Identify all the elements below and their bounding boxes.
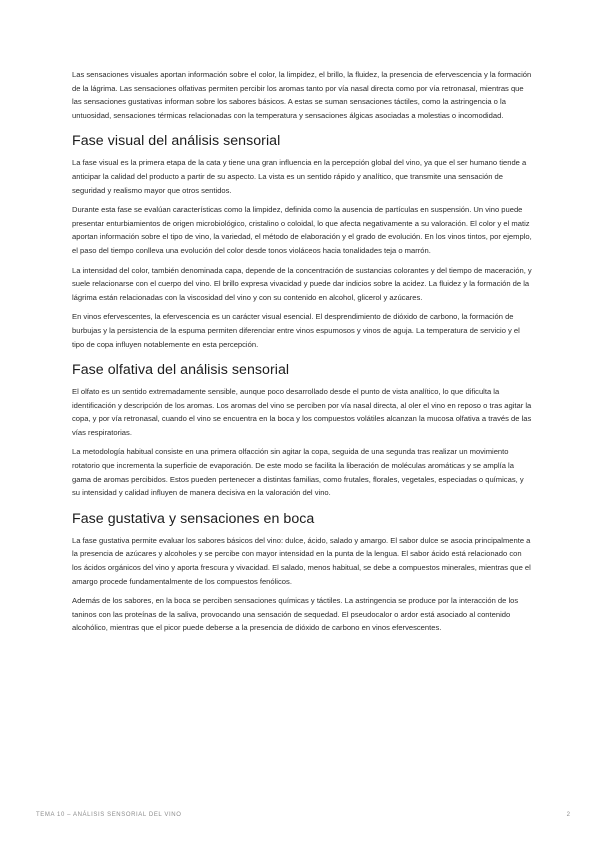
section-gustatory (72, 510, 532, 635)
paragraph: Además de los sabores, en la boca se perciben sensaciones químicas y táctiles. La astringencia se produce por la interacción de los taninos con las proteínas de la saliva, provocando una sensación de sequedad. El pseudocalor o ardor está asociado al contenido alcohólico, mientras que el picor puede deberse a la presencia de dióxido de carbono en vinos efervescentes. (72, 596, 519, 633)
page-number: 2 (566, 812, 570, 818)
section-heading: Fase olfativa del análisis sensorial (72, 362, 290, 379)
paragraph: La fase visual es la primera etapa de la cata y tiene una gran influencia en la percepción global del vino, ya que el ser humano tiende a anticipar la calidad del producto a partir de su aspecto. La vista es un sentido rápido y analítico, que transmite una sensación de seguridad y realismo mayor que otros sentidos. (72, 158, 527, 195)
footer-title: TEMA 10 – ANÁLISIS SENSORIAL DEL VINO (36, 812, 182, 818)
section-heading: Fase visual del análisis sensorial (72, 133, 281, 150)
paragraph: La intensidad del color, también denominada capa, depende de la concentración de sustancias colorantes y del tiempo de maceración, y suele relacionarse con el cuerpo del vino. El brillo expresa vivacidad y puede dar indicios sobre la acidez. La fluidez y la formación de la lágrima están relacionadas con la viscosidad del vino y con su contenido en alcohol, glicerol y azúcares. (72, 265, 532, 302)
paragraph: La metodología habitual consiste en una primera olfacción sin agitar la copa, seguida de una segunda tras realizar un movimiento rotatorio que incrementa la superficie de evaporación. De este modo se facilita la liberación de moléculas aromáticas y se amplía la gama de aromas percibidos. Estos pueden pertenecer a distintas familias, como frutales, florales, vegetales, especiadas o químicas, y su intensidad y calidad influyen de manera decisiva en la valoración del vino. (72, 447, 524, 498)
document-body (72, 68, 532, 641)
paragraph: Durante esta fase se evalúan características como la limpidez, definida como la ausencia de partículas en suspensión. Un vino puede presentar enturbiamientos de origen microbiológico, cristalino o coloidal, lo que afecta negativamente a su valoración. El color y el matiz aportan información sobre el tipo de vino, la variedad, el método de elaboración y el grado de evolución. En los vinos tintos, por ejemplo, el paso del tiempo conlleva una evolución del color desde tonos violáceos hacia tonalidades teja o marrón. (72, 205, 532, 255)
paragraph: El olfato es un sentido extremadamente sensible, aunque poco desarrollado desde el punto de vista analítico, lo que dificulta la identificación y descripción de los aromas. Los aromas del vino se perciben por vía nasal directa, al oler el vino en reposo o tras agitar la copa, y por vía retronasal, cuando el vino se encuentra en la boca y los compuestos volátiles alcanzan la mucosa olfativa a través de las vías respiratorias. (72, 387, 532, 437)
intro-paragraph: Las sensaciones visuales aportan información sobre el color, la limpidez, el brillo, la fluidez, la presencia de efervescencia y la formación de la lágrima. Las sensaciones olfativas permiten percibir los aromas tanto por vía nasal directa como por vía retronasal, mientras que las sensaciones gustativas informan sobre los sabores básicos. A estas se suman sensaciones táctiles, como la astringencia o la untuosidad, sensaciones térmicas relacionadas con la temperatura y sensaciones álgicas asociadas a molestias o incomodidad. (72, 70, 532, 120)
section-olfactory (72, 361, 532, 500)
paragraph: La fase gustativa permite evaluar los sabores básicos del vino: dulce, ácido, salado y amargo. El sabor dulce se asocia principalmente a la presencia de azúcares y alcoholes y se percibe con mayor intensidad en la punta de la lengua. El sabor ácido está relacionado con los ácidos orgánicos del vino y aporta frescura y vivacidad. El salado, menos habitual, se debe a compuestos minerales, mientras que el amargo procede fundamentalmente de los compuestos fenólicos. (72, 535, 531, 586)
section-visual (72, 132, 532, 351)
paragraph: En vinos efervescentes, la efervescencia es un carácter visual esencial. El desprendimiento de dióxido de carbono, la formación de burbujas y la persistencia de la espuma permiten diferenciar entre vinos espumosos y vinos de aguja. La temperatura de servicio y el tipo de copa influyen notablemente en esta percepción. (72, 312, 520, 349)
section-heading: Fase gustativa y sensaciones en boca (72, 510, 315, 527)
